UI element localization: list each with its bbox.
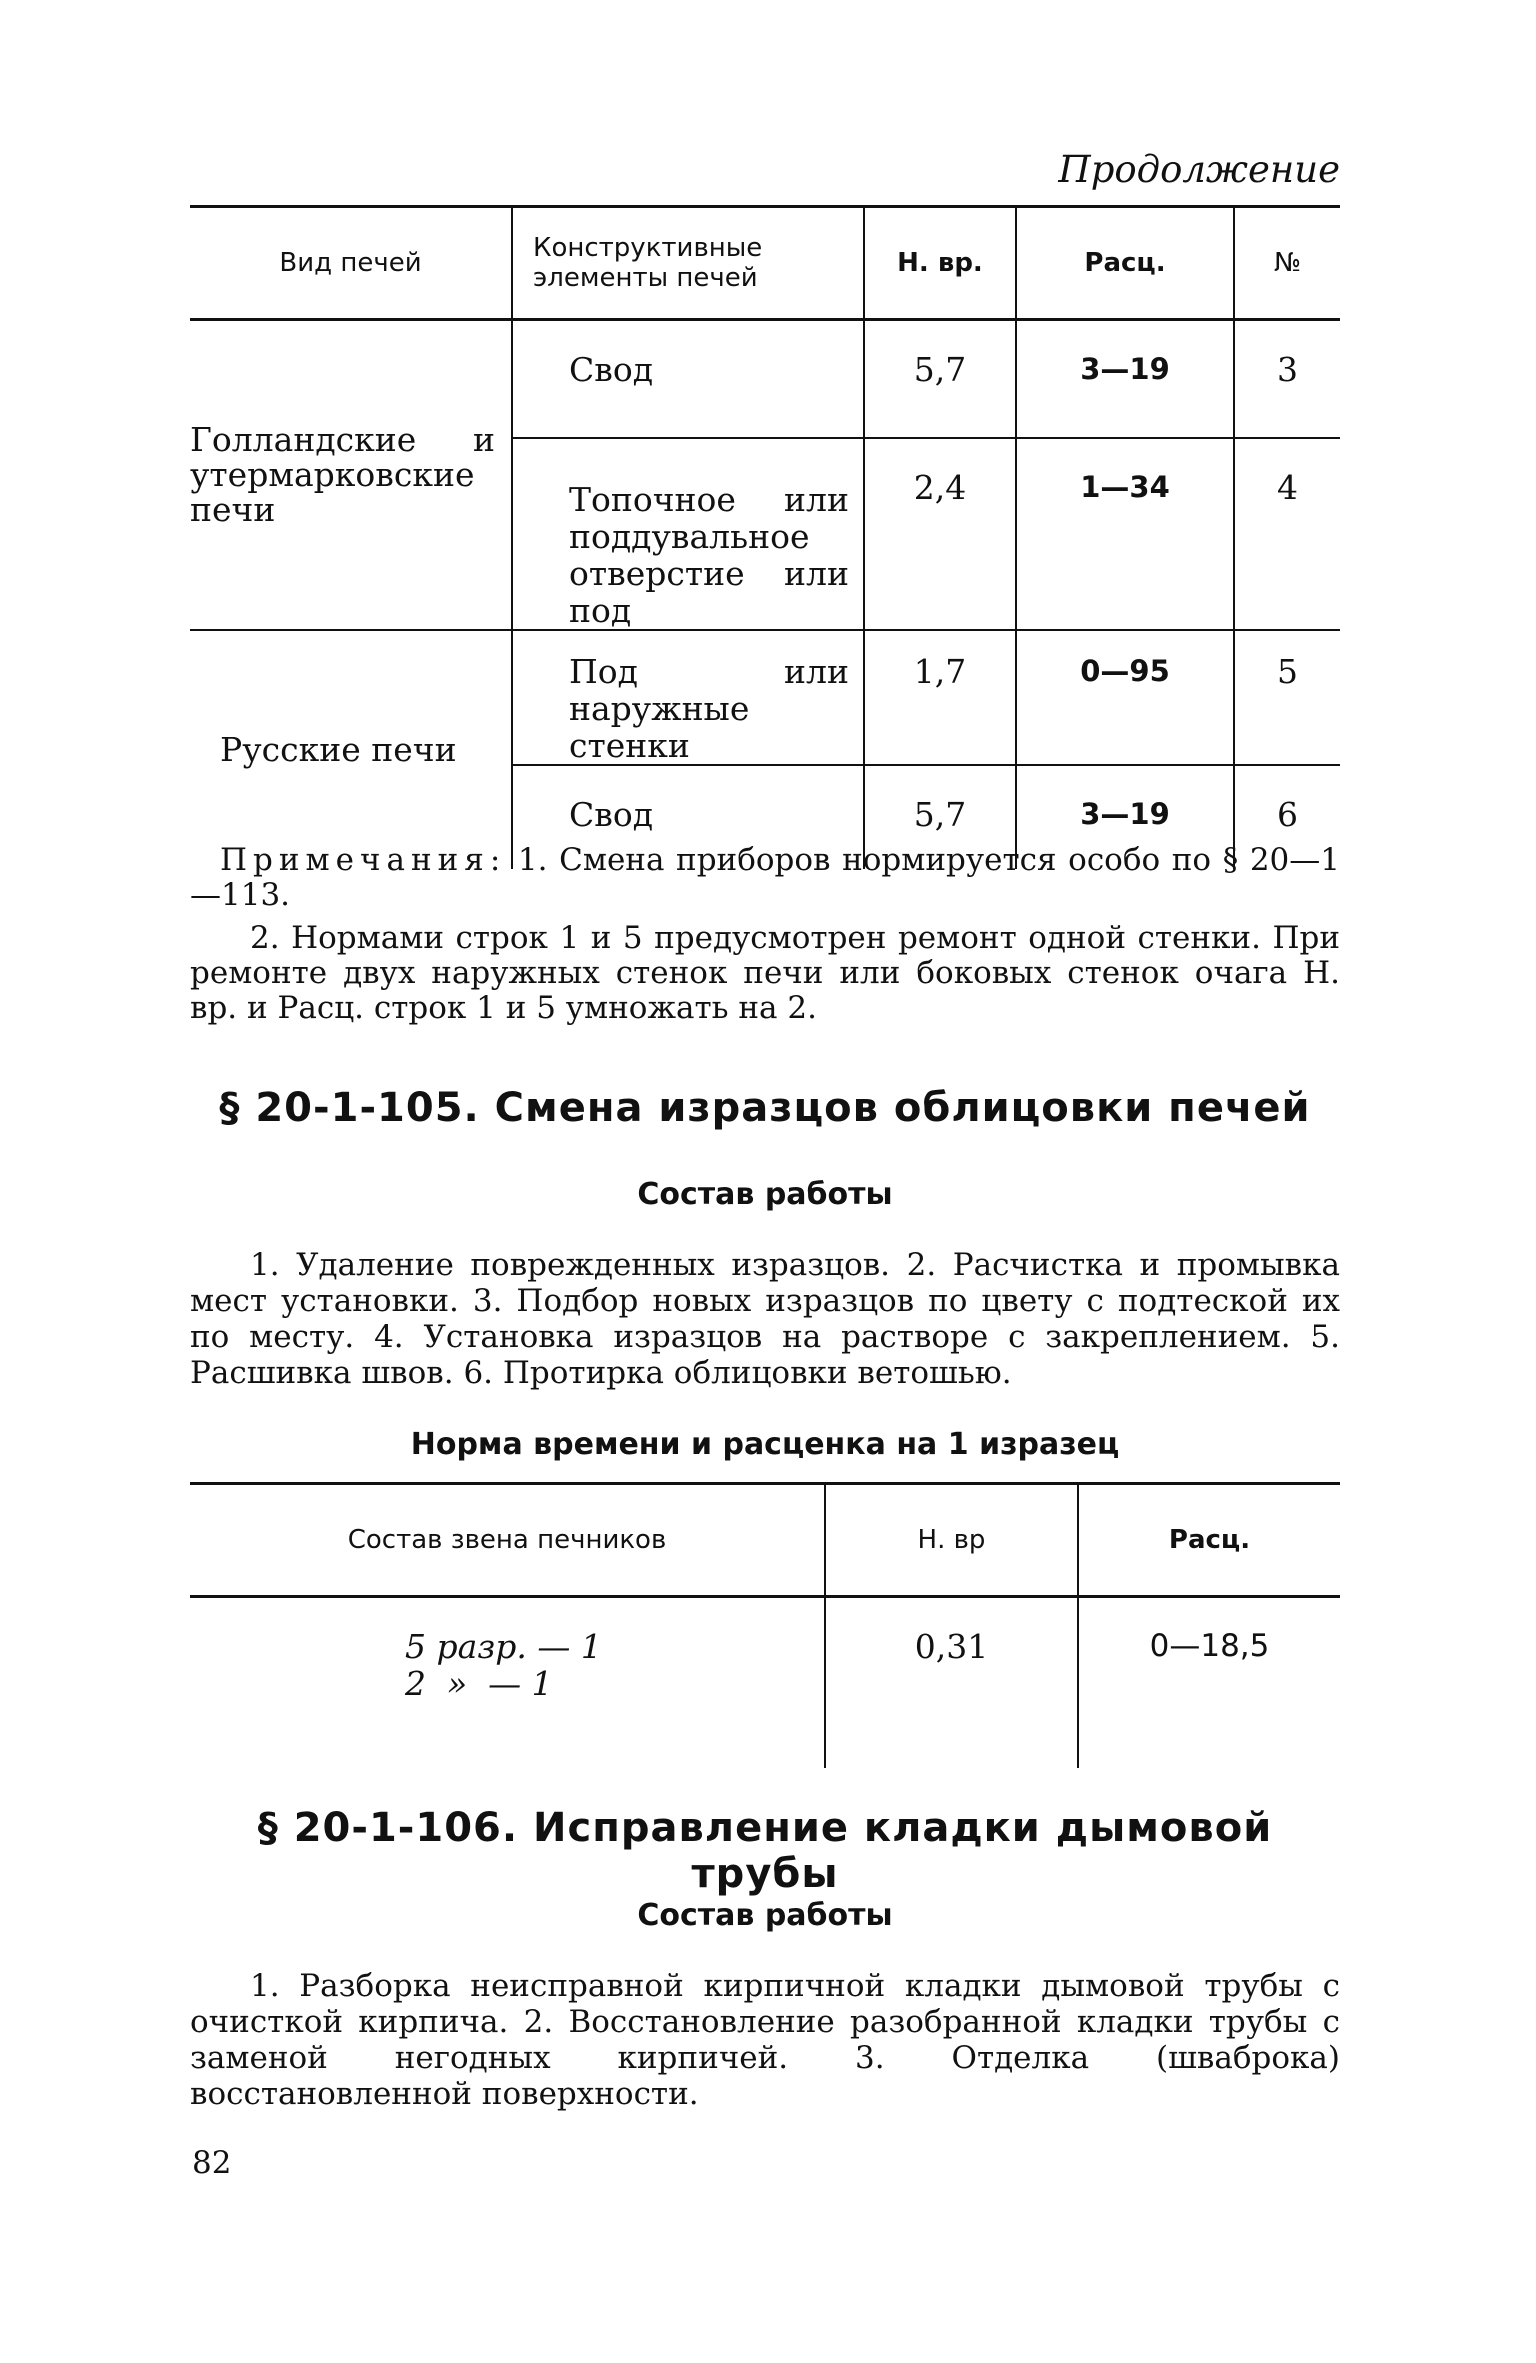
page-number: 82 bbox=[192, 2145, 232, 2181]
element-cell: Под или наружные стенки bbox=[512, 630, 864, 765]
rasc-cell: 0—18,5 bbox=[1078, 1597, 1340, 1769]
continuation-label: Продолжение bbox=[1058, 148, 1340, 191]
header-no: № bbox=[1234, 207, 1340, 320]
row-number-cell: 6 bbox=[1234, 765, 1340, 869]
row-number-cell: 5 bbox=[1234, 630, 1340, 765]
row-number-cell: 4 bbox=[1234, 438, 1340, 630]
note-1: 1. Смена приборов нормируется особо по § 20—1—113. bbox=[190, 842, 1340, 913]
rasc-cell: 1—34 bbox=[1016, 438, 1234, 630]
crew-cell: 5 разр. — 1 2 » — 1 bbox=[405, 1627, 602, 1703]
note-2: 2. Нормами строк 1 и 5 предусмотрен ремонт одной стенки. При ремонте двух наружных стенок печи или боковых стенок очага Н. вр. и Расц. строк 1 и 5 умножать на 2. bbox=[190, 920, 1340, 1026]
notes bbox=[190, 843, 1340, 1026]
element-cell: Свод bbox=[512, 765, 864, 869]
element-cell: Свод bbox=[512, 320, 864, 438]
notes-label: Примечания: bbox=[220, 842, 507, 878]
section-106-title: § 20-1-106. Исправление кладки дымовой трубы bbox=[257, 1805, 1273, 1897]
rasc-cell: 0—95 bbox=[1016, 630, 1234, 765]
nvr-cell: 0,31 bbox=[825, 1597, 1078, 1769]
row-number-cell: 3 bbox=[1234, 320, 1340, 438]
header-elements: Конструктивные элементы печей bbox=[512, 207, 864, 320]
section-105-title: § 20-1-105. Смена изразцов облицовки печей bbox=[219, 1085, 1311, 1131]
nvr-cell: 5,7 bbox=[864, 765, 1016, 869]
rasc-cell: 3—19 bbox=[1016, 320, 1234, 438]
stove-norms-table bbox=[190, 205, 1340, 869]
header-nvr: Н. вр. bbox=[864, 207, 1016, 320]
tile-norm-table bbox=[190, 1482, 1340, 1768]
nvr-cell: 2,4 bbox=[864, 438, 1016, 630]
nvr-cell: 1,7 bbox=[864, 630, 1016, 765]
stove-kind-dutch: Голландские и утермарковские печи bbox=[190, 420, 495, 530]
table-row bbox=[190, 320, 1340, 438]
norm-title: Норма времени и расценка на 1 изразец bbox=[410, 1427, 1120, 1462]
stove-kind-russian: Русские печи bbox=[190, 630, 512, 869]
table-row bbox=[190, 1597, 1340, 1769]
header-nvr: Н. вр bbox=[825, 1484, 1078, 1597]
nvr-cell: 5,7 bbox=[864, 320, 1016, 438]
header-crew: Состав звена печников bbox=[190, 1484, 825, 1597]
element-cell: Топочное или поддувальное отверстие или под bbox=[512, 438, 864, 630]
section-106-subtitle: Состав работы bbox=[637, 1898, 893, 1933]
section-106-text: 1. Разборка неисправной кирпичной кладки дымовой трубы с очисткой кирпича. 2. Восстановление разобранной кладки трубы с заменой негодных кирпичей. 3. Отделка (шваброка) восстановленной поверхности. bbox=[190, 1968, 1340, 2112]
table-header-row bbox=[190, 1484, 1340, 1597]
table-row bbox=[190, 630, 1340, 765]
section-105-subtitle: Состав работы bbox=[637, 1177, 893, 1212]
table-header-row bbox=[190, 207, 1340, 320]
section-105-text: 1. Удаление поврежденных изразцов. 2. Расчистка и промывка мест установки. 3. Подбор новых изразцов по цвету с подтеской их по месту. 4. Установка изразцов на растворе с закреплением. 5. Расшивка швов. 6. Протирка облицовки ветошью. bbox=[190, 1247, 1340, 1391]
header-rasc: Расц. bbox=[1078, 1484, 1340, 1597]
rasc-cell: 3—19 bbox=[1016, 765, 1234, 869]
header-kind: Вид печей bbox=[190, 207, 512, 320]
header-rasc: Расц. bbox=[1016, 207, 1234, 320]
